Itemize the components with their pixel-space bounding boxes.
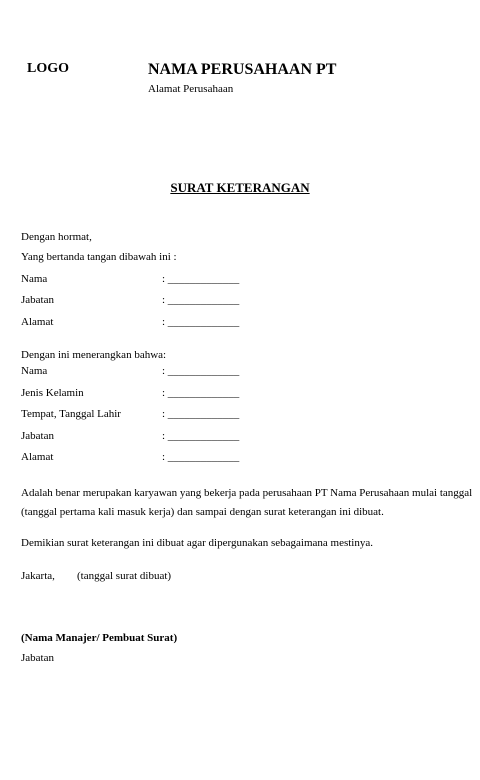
- field-blank: : _____________: [162, 387, 240, 399]
- field-blank: : _____________: [162, 430, 240, 442]
- subject-intro: Dengan ini menerangkan bahwa:: [21, 349, 167, 361]
- field-label: Jabatan: [21, 294, 54, 306]
- field-label: Alamat: [21, 316, 54, 328]
- field-label: Jenis Kelamin: [21, 387, 84, 399]
- field-label: Nama: [21, 273, 48, 285]
- document-title: SURAT KETERANGAN: [170, 180, 310, 195]
- greeting: Dengan hormat,: [21, 231, 92, 243]
- company-address: Alamat Perusahaan: [148, 83, 234, 95]
- field-label: Nama: [21, 365, 48, 377]
- place: Jakarta,: [21, 570, 55, 582]
- field-label: Jabatan: [21, 430, 54, 442]
- company-logo: LOGO: [27, 61, 70, 76]
- body-paragraph: Adalah benar merupakan karyawan yang bekerja pada perusahaan PT Nama Perusahaan mulai tanggal (tanggal pertama kali masuk kerja) dan sampai dengan surat keterangan ini dibuat.: [21, 487, 473, 518]
- signer-name: (Nama Manajer/ Pembuat Surat): [21, 632, 178, 644]
- signer-position: Jabatan: [21, 652, 54, 664]
- closing-paragraph: Demikian surat keterangan ini dibuat agar dipergunakan sebagaimana mestinya.: [21, 537, 373, 549]
- field-label: Alamat: [21, 451, 54, 463]
- field-blank: : _____________: [162, 365, 240, 377]
- field-blank: : _____________: [162, 316, 240, 328]
- field-blank: : _____________: [162, 451, 240, 463]
- letter-date: (tanggal surat dibuat): [77, 570, 172, 582]
- field-label: Tempat, Tanggal Lahir: [21, 408, 121, 420]
- field-blank: : _____________: [162, 294, 240, 306]
- field-blank: : _____________: [162, 273, 240, 285]
- signer-intro: Yang bertanda tangan dibawah ini :: [21, 251, 177, 263]
- company-name: NAMA PERUSAHAAN PT: [148, 61, 337, 78]
- field-blank: : _____________: [162, 408, 240, 420]
